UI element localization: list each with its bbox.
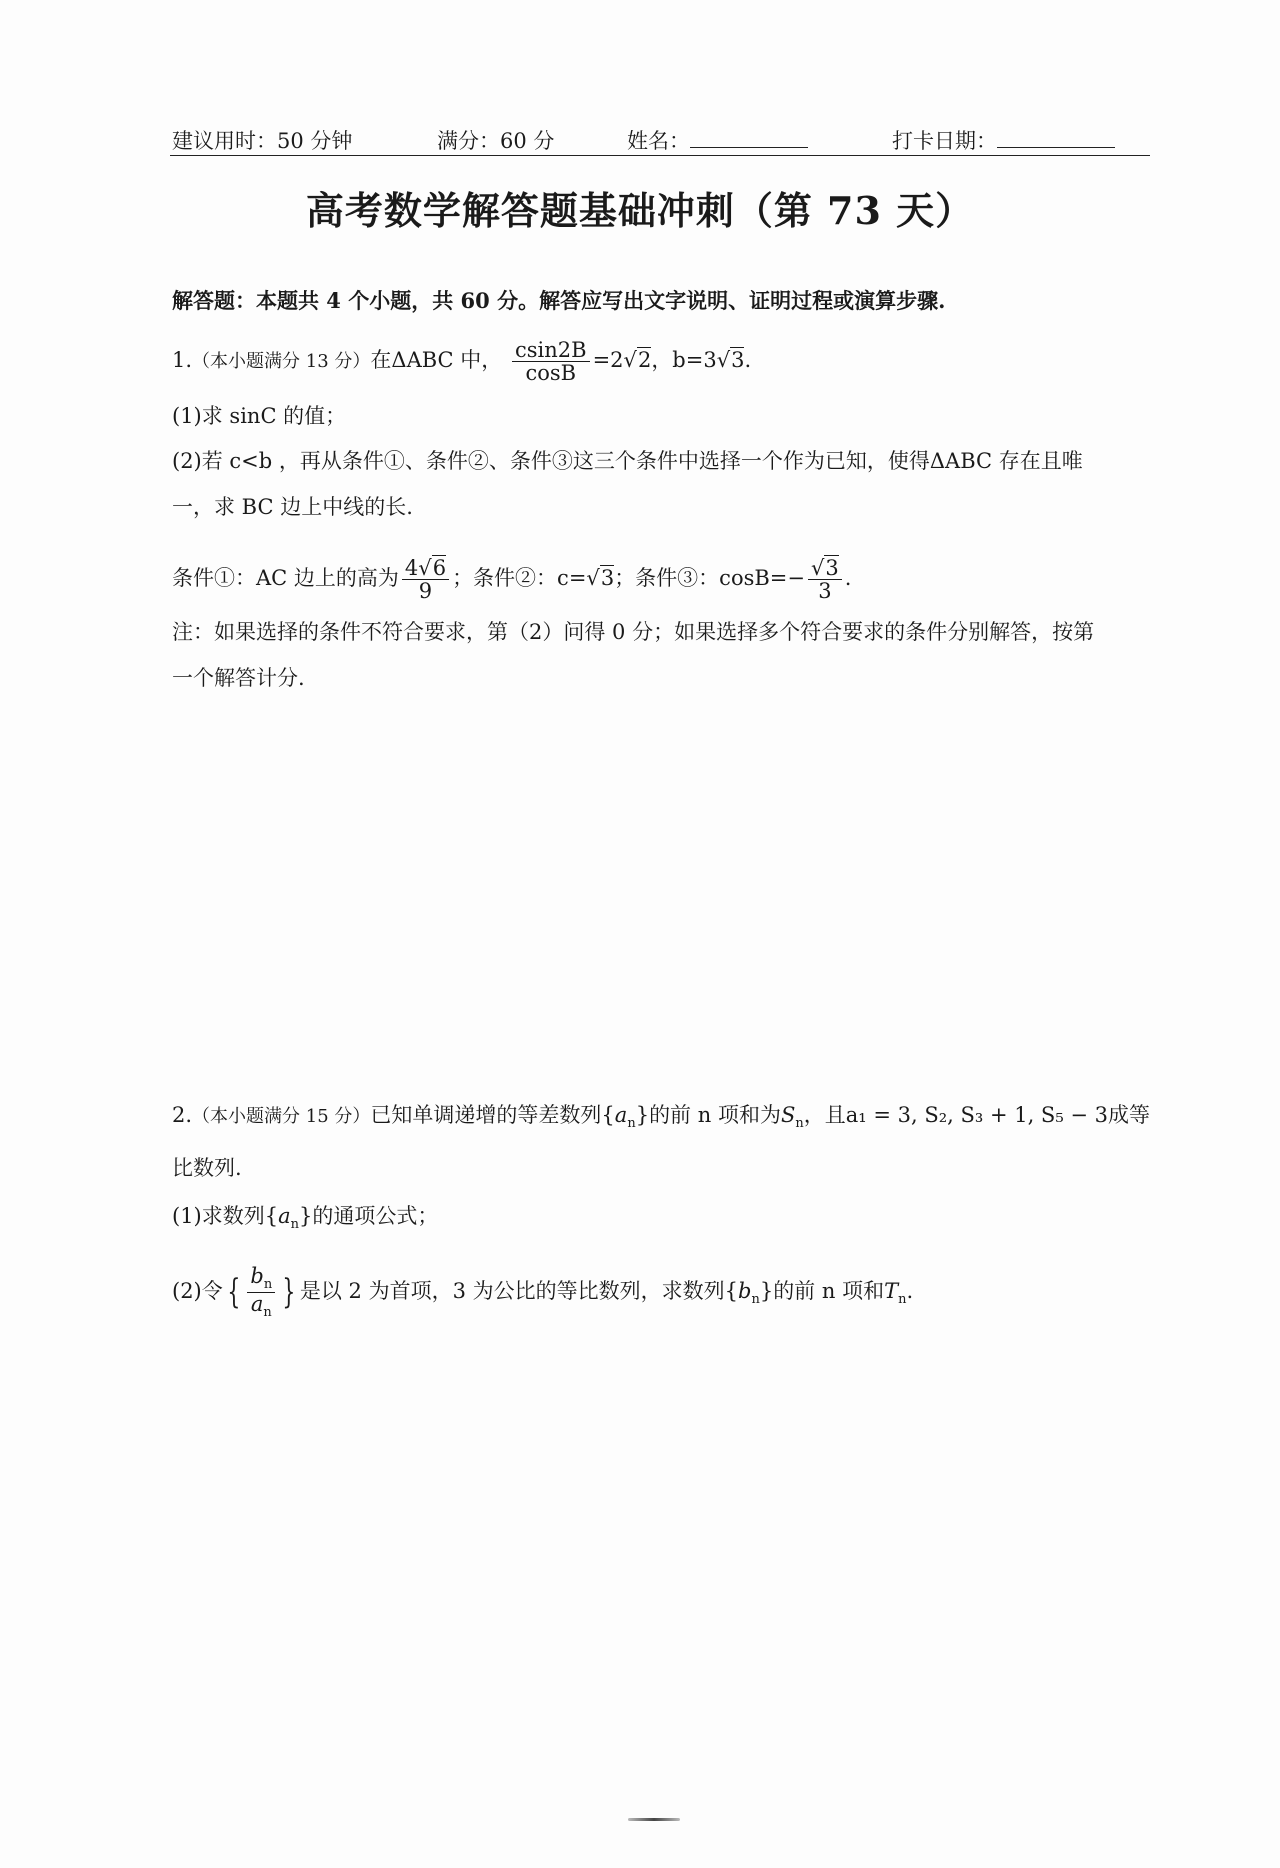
seq-b-symbol: b <box>737 1278 752 1303</box>
name-field[interactable] <box>627 125 690 155</box>
q1-sqrt3: 3 <box>731 348 745 373</box>
left-brace-icon: { <box>227 1272 241 1313</box>
q2-part2-c: 的前 n 项和 <box>773 1278 885 1303</box>
q2-stem <box>172 1100 1150 1139</box>
q2-frac-num-sub: n <box>263 1277 273 1293</box>
seq-b-braces: $\{b_n\}$ <box>724 1278 774 1308</box>
q1-sqrt2: 2 <box>637 348 652 373</box>
q2-line1-a: 已知单调递增的等差数列 <box>370 1103 602 1127</box>
q2-S: S <box>780 1103 796 1127</box>
sqrt-icon: √6 <box>418 556 447 580</box>
cond1-num-rad: 6 <box>432 556 447 580</box>
q2-fraction <box>247 1265 275 1320</box>
header-row <box>172 125 1147 155</box>
cond2-text: ；条件②：c= <box>452 566 587 591</box>
cond-end: . <box>844 566 852 591</box>
sqrt-icon: √2 <box>623 348 652 373</box>
q2-number: 2. <box>172 1103 193 1127</box>
q1-part2-line2: 一，求 BC 边上中线的长. <box>172 495 413 519</box>
date-blank[interactable] <box>997 125 1115 148</box>
q2-part1-a: (1)求数列 <box>172 1204 265 1228</box>
q1-end: . <box>744 348 752 373</box>
seq-b-sub: n <box>751 1292 760 1308</box>
q1-conditions <box>172 557 851 602</box>
q1-eq2: ，b=3 <box>651 348 717 373</box>
cond1-prefix: 条件①：AC 边上的高为 <box>172 566 399 591</box>
time-label: 建议用时：50 分钟 <box>172 129 353 153</box>
sqrt-icon: √3 <box>811 556 839 580</box>
q2-frac-den: a <box>250 1291 264 1316</box>
date-label: 打卡日期： <box>892 129 997 153</box>
cond2-rad: 3 <box>600 566 615 591</box>
q2-part1 <box>172 1201 438 1240</box>
q2-part2 <box>172 1265 913 1320</box>
cond3-den: 3 <box>818 579 832 604</box>
date-field[interactable] <box>892 125 997 155</box>
seq-a-symbol-2: a <box>278 1204 291 1228</box>
q2-condition: a₁ = 3, S₂, S₃ + 1, S₅ − 3 <box>845 1103 1109 1127</box>
q2-part2-b: 是以 2 为首项，3 为公比的等比数列，求数列 <box>299 1278 725 1303</box>
q2-T: T <box>884 1278 899 1303</box>
q1-points: （本小题满分 13 分） <box>192 351 371 373</box>
cond1-num-coef: 4 <box>404 556 419 580</box>
name-label: 姓名： <box>627 129 690 153</box>
sqrt-icon: √3 <box>586 566 615 591</box>
q1-note-line2: 一个解答计分. <box>172 666 305 690</box>
q2-part2-a: (2)令 <box>172 1278 223 1303</box>
page-title: 高考数学解答题基础冲刺（第 73 天） <box>305 188 975 233</box>
q1-frac-num: csin2B <box>512 339 590 362</box>
seq-a-braces: $\{a_n\}$ <box>601 1103 650 1132</box>
q2-frac-den-sub: n <box>263 1305 272 1321</box>
q2-line1-d: 成等 <box>1108 1103 1151 1127</box>
header-rule <box>170 155 1150 156</box>
scan-mark <box>628 1818 680 1821</box>
q1-eq1: =2 <box>592 348 624 373</box>
q2-points: （本小题满分 15 分） <box>192 1106 371 1127</box>
q2-line1-b: 的前 n 项和为 <box>649 1103 781 1127</box>
right-brace-icon: } <box>282 1272 296 1313</box>
q1-fraction <box>512 339 590 384</box>
cond3-fraction <box>808 557 842 602</box>
cond3-text: ；条件③：cosB=− <box>614 566 805 591</box>
cond1-den: 9 <box>418 579 433 604</box>
q1-frac-den: cosB <box>525 361 577 386</box>
q2-line2: 比数列. <box>172 1156 242 1180</box>
q1-part2-line1: (2)若 c<b ，再从条件①、条件②、条件③这三个条件中选择一个作为已知，使得ΔABC 存在且唯 <box>172 449 1083 473</box>
seq-a-sub-2: n <box>290 1217 300 1233</box>
q2-part2-end: . <box>906 1278 914 1303</box>
q1-part1: (1)求 sinC 的值； <box>172 404 347 428</box>
seq-a-symbol: a <box>614 1103 628 1127</box>
score-label: 满分：60 分 <box>437 129 555 153</box>
seq-a-sub: n <box>627 1116 636 1132</box>
q1-note-line1: 注：如果选择的条件不符合要求，第（2）问得 0 分；如果选择多个符合要求的条件分别解答，按第 <box>172 620 1095 644</box>
name-blank[interactable] <box>690 125 808 148</box>
cond1-fraction <box>402 557 449 602</box>
sqrt-icon: √3 <box>716 348 745 373</box>
q1-intro: 在ΔABC 中， <box>370 348 503 373</box>
q1-number: 1. <box>172 348 193 373</box>
q2-frac-num: b <box>250 1264 264 1288</box>
q2-line1-c: ，且 <box>803 1103 846 1127</box>
S-sub: n <box>795 1116 804 1132</box>
q1-stem <box>172 339 751 384</box>
T-sub: n <box>898 1292 907 1308</box>
seq-a-braces-2: $\{a_n\}$ <box>264 1204 313 1233</box>
cond3-num-rad: 3 <box>825 556 839 580</box>
q2-part1-b: 的通项公式； <box>312 1204 439 1228</box>
instructions: 解答题：本题共 4 个小题，共 60 分。解答应写出文字说明、证明过程或演算步骤. <box>172 288 946 313</box>
